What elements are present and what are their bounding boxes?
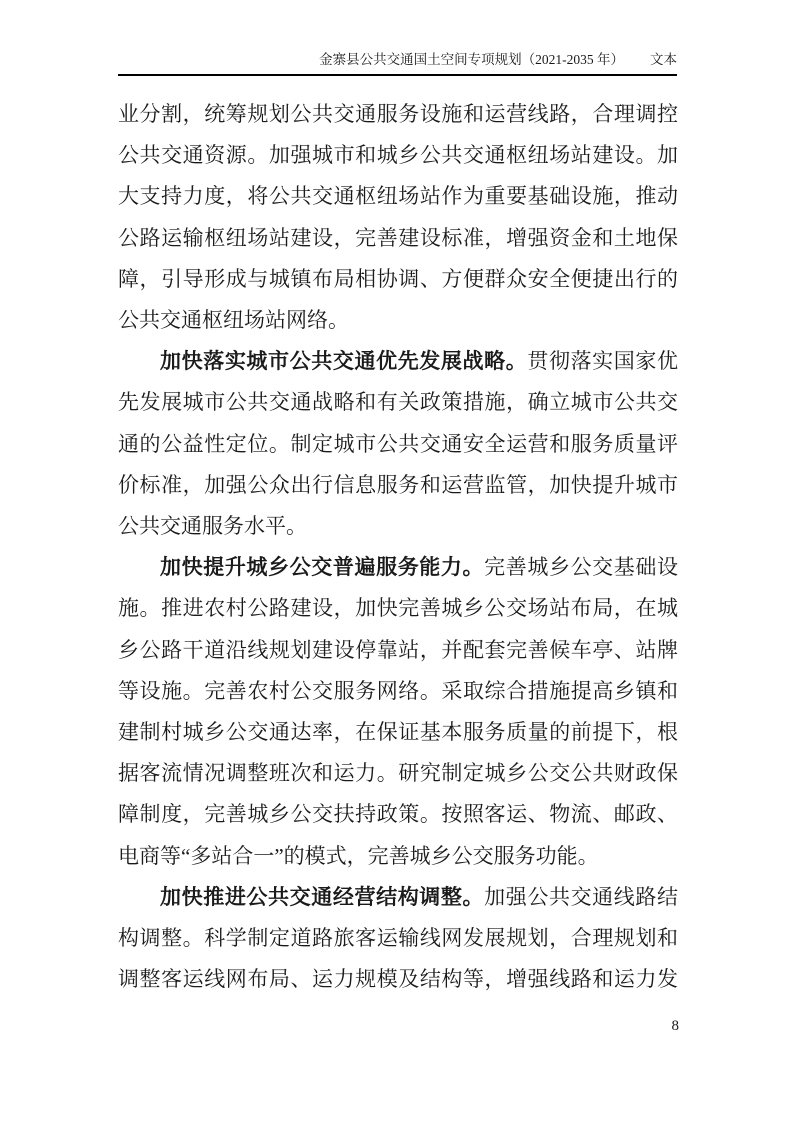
lead-emphasis-text: 加快落实城市公共交通优先发展战略。 [160,349,528,374]
lead-emphasis-text: 加快提升城乡公交普遍服务能力。 [160,555,485,580]
text-line [118,382,678,423]
header-rule [118,74,677,76]
body-text: 先发展城市公共交通战略和有关政策措施，确立城市公共交 [118,390,678,415]
text-line [118,424,678,465]
body-text: 建制村城乡公交通达率，在保证基本服务质量的前提下，根 [118,720,678,745]
body-text: 公共交通资源。加强城市和城乡公共交通枢纽场站建设。加 [118,143,678,168]
paragraph [118,877,678,1001]
text-line [118,794,678,835]
page-number: 8 [671,1018,679,1034]
text-line [118,135,678,176]
body-text: 贯彻落实国家优 [527,349,679,374]
text-line [118,218,678,259]
body-text: 公共交通枢纽场站网络。 [118,308,349,333]
paragraph [118,341,678,547]
text-line [118,588,678,629]
header-title: 金寨县公共交通国土空间专项规划（2021-2035 年） [319,52,624,67]
text-line [118,671,678,712]
body-text: 障制度，完善城乡公交扶持政策。按照客运、物流、邮政、 [118,802,678,827]
text-line [118,94,678,135]
body-text: 等设施。完善农村公交服务网络。采取综合措施提高乡镇和 [118,678,678,703]
page-header [118,50,677,70]
text-line [118,959,678,1000]
text-line [118,836,678,877]
header-doc-type: 文本 [650,52,677,67]
text-line [118,300,678,341]
body-text: 据客流情况调整班次和运力。研究制定城乡公交公共财政保 [118,761,678,786]
body-text: 业分割，统筹规划公共交通服务设施和运营线路，合理调控 [118,102,678,126]
body-text: 公共交通服务水平。 [118,514,307,539]
body-text: 障，引导形成与城镇布局相协调、方便群众安全便捷出行的 [118,266,678,291]
text-line [118,547,678,588]
text-line [118,918,678,959]
text-line [118,877,678,918]
body-text: 通的公益性定位。制定城市公共交通安全运营和服务质量评 [118,431,678,456]
paragraph [118,94,678,341]
text-line [118,341,678,382]
text-line [118,259,678,300]
text-line [118,465,678,506]
text-line [118,753,678,794]
body-text: 施。推进农村公路建设，加快完善城乡公交场站布局，在城 [118,596,678,621]
document-body [118,94,678,1000]
body-text: 完善城乡公交基础设 [484,555,679,580]
body-text: 调整客运线网布局、运力规模及结构等，增强线路和运力发 [118,967,678,992]
body-text: 构调整。科学制定道路旅客运输线网发展规划，合理规划和 [118,926,678,951]
text-line [118,506,678,547]
body-text: 价标准，加强公众出行信息服务和运营监管，加快提升城市 [118,472,678,497]
body-text: 电商等“多站合一”的模式，完善城乡公交服务功能。 [118,843,599,868]
text-line [118,712,678,753]
body-text: 大支持力度，将公共交通枢纽场站作为重要基础设施，推动 [118,184,678,209]
lead-emphasis-text: 加快推进公共交通经营结构调整。 [160,884,485,909]
text-line [118,630,678,671]
text-line [118,176,678,217]
body-text: 加强公共交通线路结 [484,884,679,909]
paragraph [118,547,678,877]
body-text: 乡公路干道沿线规划建设停靠站，并配套完善候车亭、站牌 [118,637,678,662]
body-text: 公路运输枢纽场站建设，完善建设标准，增强资金和土地保 [118,225,678,250]
